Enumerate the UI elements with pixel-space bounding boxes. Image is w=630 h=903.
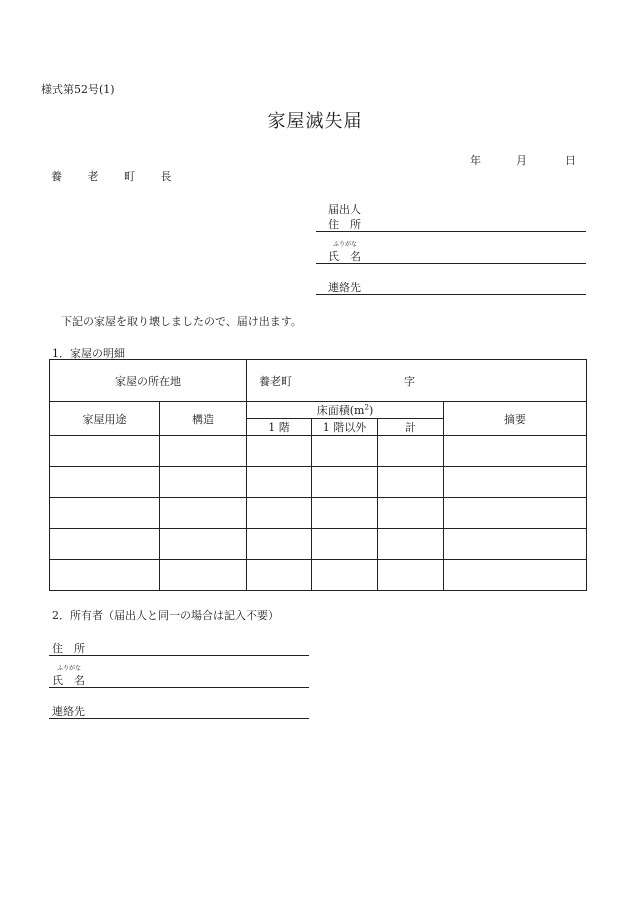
header-floor-area-text: 床面積(m [316, 404, 365, 417]
cell-other-floors[interactable] [312, 467, 378, 498]
table-row [50, 467, 587, 498]
notifier-name-label: 氏 名 [328, 250, 361, 263]
notice-text: 下記の家屋を取り壊しましたので、届け出ます。 [61, 315, 302, 328]
notifier-contact-label: 連絡先 [328, 281, 361, 294]
cell-use[interactable] [50, 467, 160, 498]
cell-other-floors[interactable] [312, 498, 378, 529]
header-remarks: 摘要 [444, 402, 587, 436]
notifier-address-label: 住 所 [328, 218, 361, 231]
header-floor-area-close: ) [368, 404, 374, 417]
cell-structure[interactable] [160, 498, 247, 529]
form-number: 様式第52号(1) [41, 83, 115, 96]
owner-address-field[interactable] [49, 655, 309, 656]
page-title: 家屋滅失届 [267, 111, 363, 132]
header-other-floors: 1 階以外 [312, 419, 378, 436]
cell-structure[interactable] [160, 560, 247, 591]
header-row-1 [50, 402, 587, 419]
cell-structure[interactable] [160, 467, 247, 498]
date-year-label: 年 [470, 154, 481, 167]
notifier-furigana-label: ふりがな [333, 241, 358, 248]
location-town: 養老町 [259, 374, 292, 388]
cell-first-floor[interactable] [247, 560, 312, 591]
cell-remarks[interactable] [444, 498, 587, 529]
cell-use[interactable] [50, 560, 160, 591]
header-first-floor: 1 階 [247, 419, 312, 436]
table-row [50, 436, 587, 467]
cell-remarks[interactable] [444, 436, 587, 467]
header-total: 計 [378, 419, 444, 436]
owner-furigana-label: ふりがな [57, 665, 82, 672]
cell-first-floor[interactable] [247, 467, 312, 498]
header-structure: 構造 [160, 402, 247, 436]
notifier-contact-field[interactable] [316, 294, 586, 295]
cell-total[interactable] [378, 529, 444, 560]
location-row [50, 360, 587, 402]
section2-heading: 2．所有者（届出人と同一の場合は記入不要） [52, 609, 279, 622]
location-aza: 字 [404, 374, 415, 388]
header-use: 家屋用途 [50, 402, 160, 436]
owner-contact-field[interactable] [49, 718, 309, 719]
table-row [50, 529, 587, 560]
cell-first-floor[interactable] [247, 498, 312, 529]
cell-other-floors[interactable] [312, 436, 378, 467]
table-row [50, 560, 587, 591]
addressee: 養 老 町 長 [51, 170, 183, 183]
cell-total[interactable] [378, 467, 444, 498]
date-month-label: 月 [516, 154, 527, 167]
date-day-label: 日 [565, 154, 576, 167]
cell-total[interactable] [378, 560, 444, 591]
cell-remarks[interactable] [444, 560, 587, 591]
section1-heading: 1．家屋の明細 [52, 347, 125, 360]
cell-use[interactable] [50, 498, 160, 529]
header-floor-area [247, 402, 444, 419]
cell-use[interactable] [50, 529, 160, 560]
notifier-name-field[interactable] [316, 263, 586, 264]
header-floor-area-sup: 2 [364, 403, 369, 412]
cell-structure[interactable] [160, 529, 247, 560]
owner-name-field[interactable] [49, 687, 309, 688]
cell-total[interactable] [378, 436, 444, 467]
cell-remarks[interactable] [444, 467, 587, 498]
location-label: 家屋の所在地 [50, 360, 247, 402]
cell-total[interactable] [378, 498, 444, 529]
table-row [50, 498, 587, 529]
location-value-cell[interactable] [247, 360, 587, 402]
cell-other-floors[interactable] [312, 529, 378, 560]
cell-remarks[interactable] [444, 529, 587, 560]
cell-first-floor[interactable] [247, 529, 312, 560]
notifier-address-field[interactable] [316, 231, 586, 232]
owner-name-label: 氏 名 [52, 674, 85, 687]
owner-address-label: 住 所 [52, 642, 85, 655]
notifier-heading: 届出人 [328, 203, 361, 216]
cell-structure[interactable] [160, 436, 247, 467]
cell-use[interactable] [50, 436, 160, 467]
cell-first-floor[interactable] [247, 436, 312, 467]
owner-contact-label: 連絡先 [52, 705, 85, 718]
cell-other-floors[interactable] [312, 560, 378, 591]
house-detail-table [49, 359, 587, 591]
